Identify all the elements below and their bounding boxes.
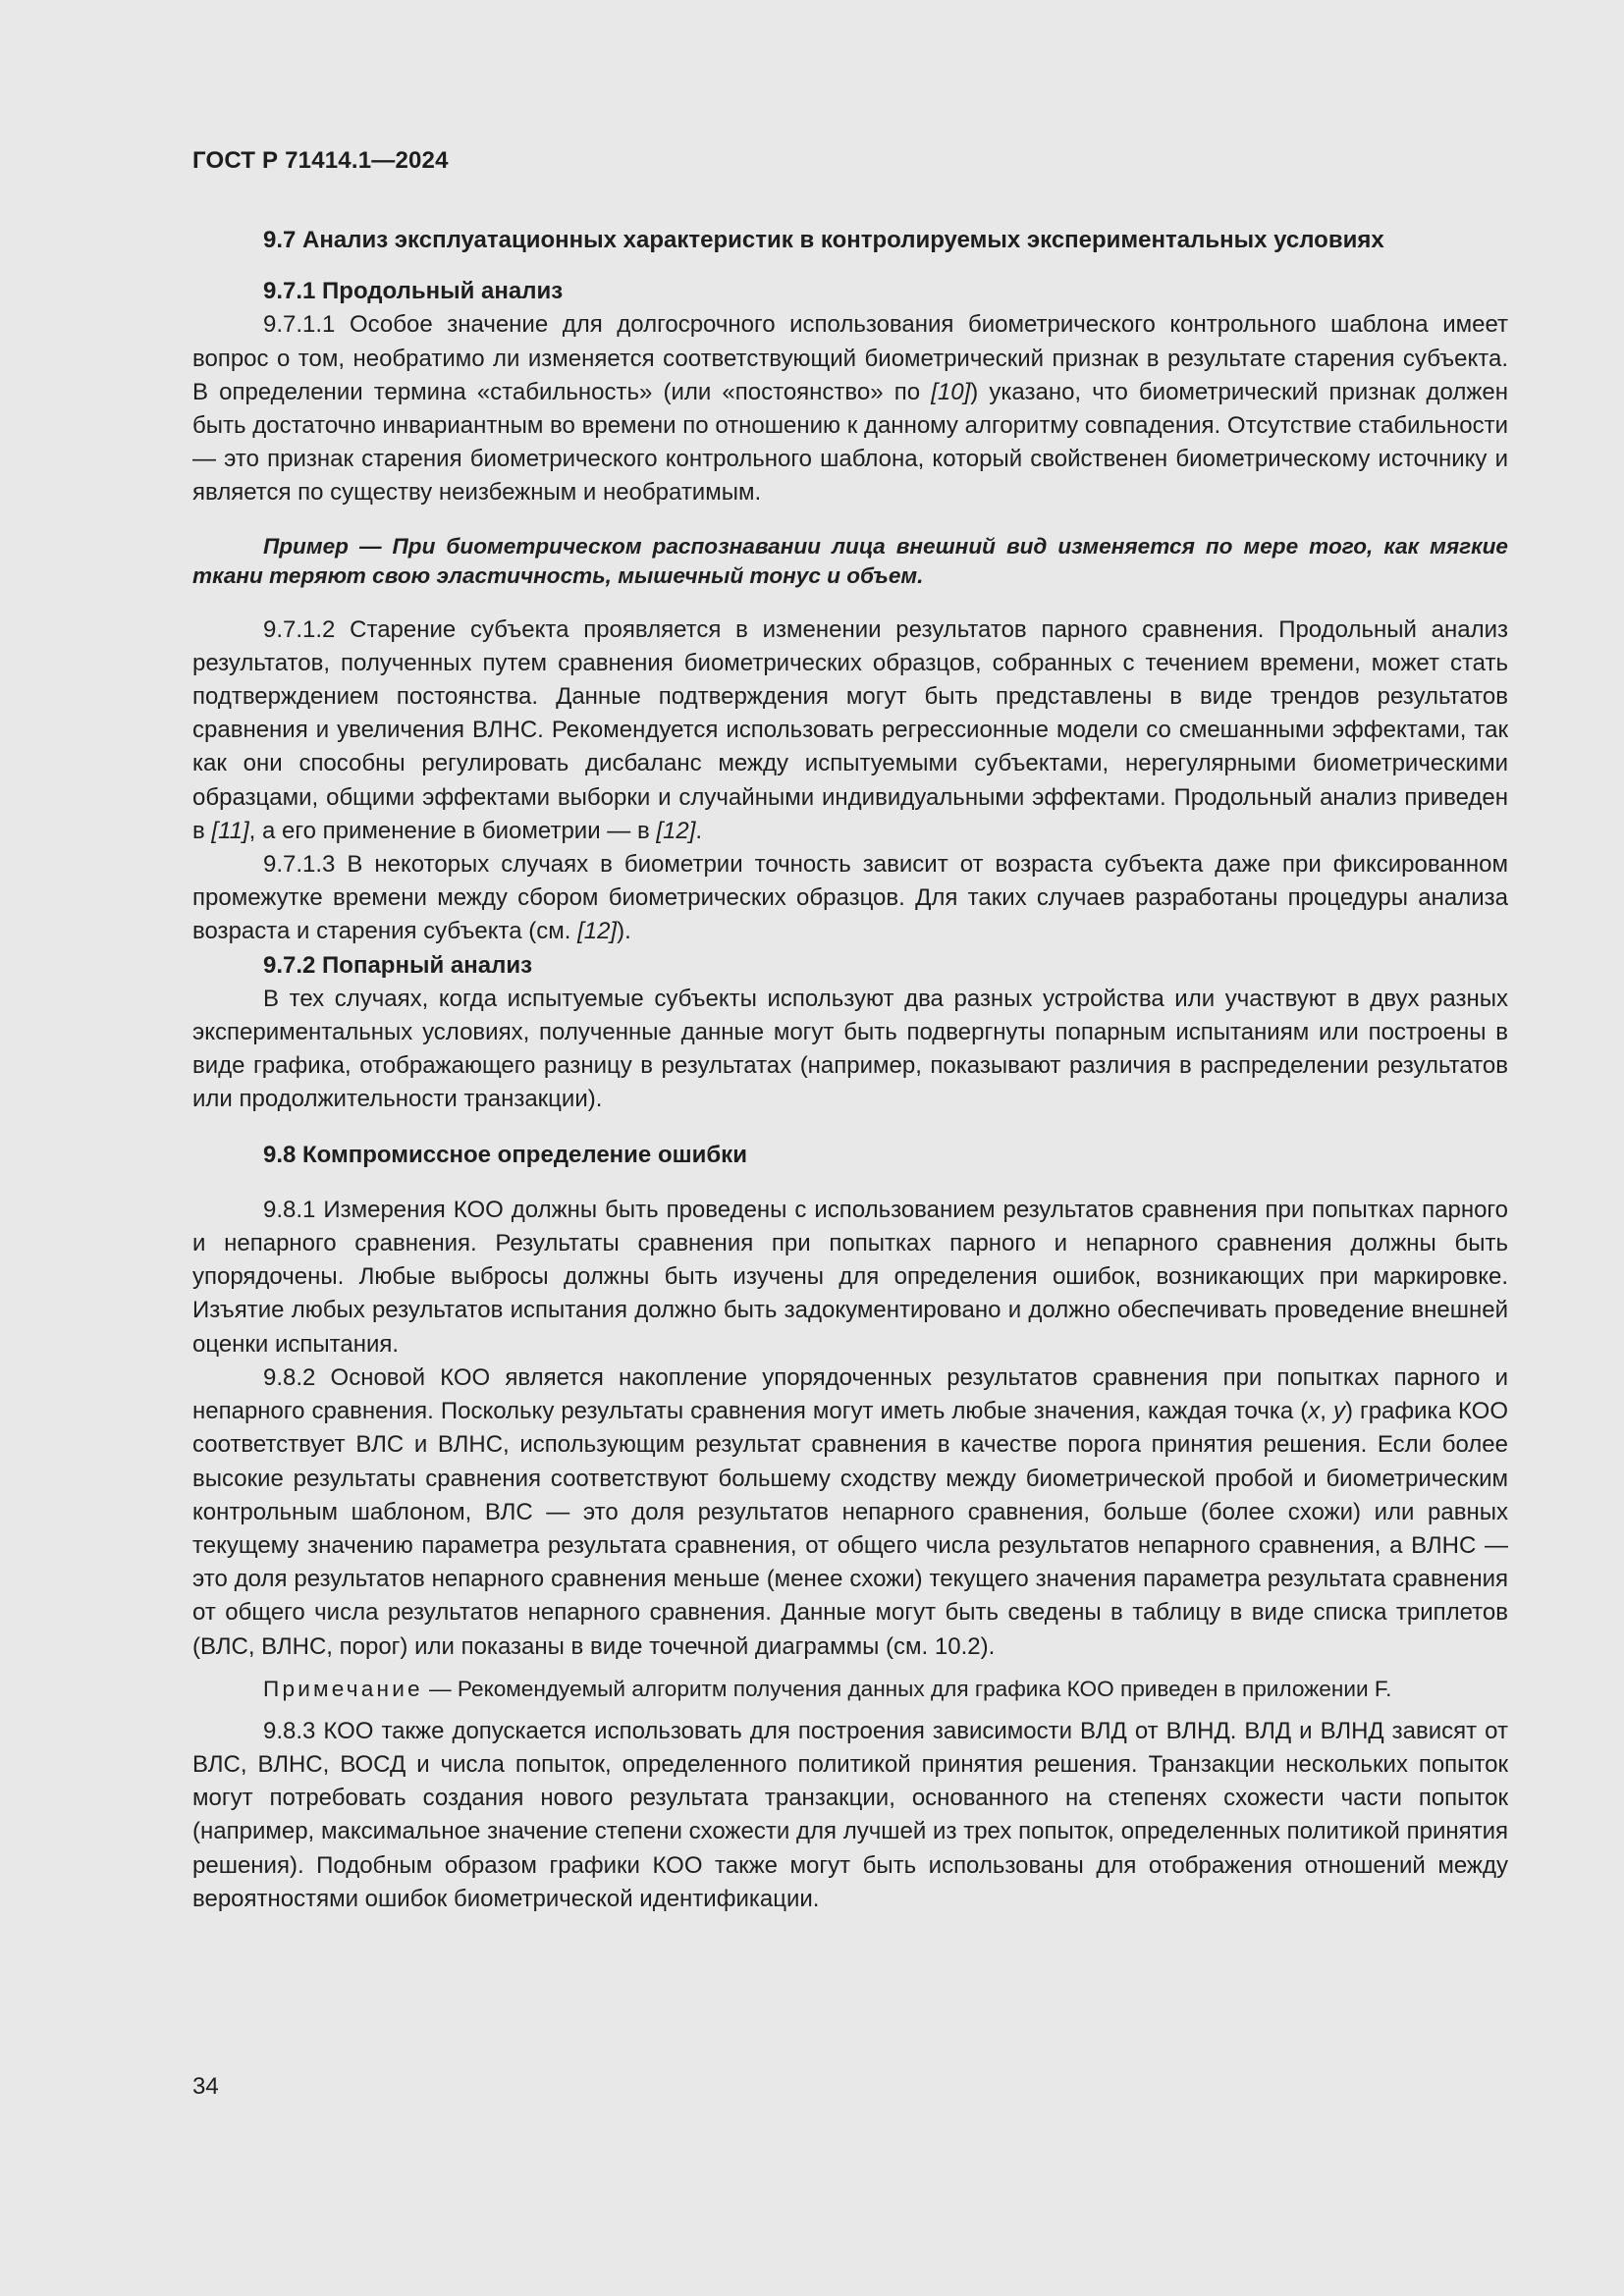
document-page bbox=[192, 0, 1508, 2296]
example-text: Пример — При биометрическом распознавании лица внешний вид изменяется по мере того, как мягкие ткани теряют свою эластичность, мышечный тонус и объем. bbox=[192, 533, 1508, 589]
paragraph-9-7-1-2: 9.7.1.2 Старение субъекта проявляется в изменении результатов парного сравнения. Продольный анализ результатов, полученных путем сравнения биометрических образцов, собранных с течением времени, может стать подтверждением постоянства. Данные подтверждения могут быть представлены в виде трендов результатов сравнения и увеличения ВЛНС. Рекомендуется использовать регрессионные модели со смешанными эффектами, так как они способны регулировать дисбаланс между испытуемыми субъектами, нерегулярными биометрическими образцами, общими эффектами выборки и случайными индивидуальными эффектами. Продольный анализ приведен в [11], а его применение в биометрии — в [12]. bbox=[192, 615, 1508, 844]
paragraph-9-7-2: В тех случаях, когда испытуемые субъекты используют два разных устройства или участвуют в двух разных экспериментальных условиях, полученные данные могут быть подвергнуты попарным испытаниям или построены в виде графика, отображающего разницу в результатах (например, показывают различия в распределении результатов или продолжительности транзакции). bbox=[192, 985, 1508, 1113]
paragraph-9-7-1-1: 9.7.1.1 Особое значение для долгосрочного использования биометрического контрольного шаблона имеет вопрос о том, необратимо ли изменяется соответствующий биометрический признак в результате старения субъекта. В определении термина «стабильность» (или «постоянство» по [10]) указано, что биометрический признак должен быть достаточно инвариантным во времени по отношению к данному алгоритму совпадения. Отсутствие стабильности — это признак старения биометрического контрольного шаблона, который свойственен биометрическому источнику и является по существу неизбежным и необратимым. bbox=[192, 311, 1508, 507]
reference-11: [11] bbox=[211, 817, 249, 844]
note-text: Примечание — Рекомендуемый алгоритм получения данных для графика КОО приведен в приложении F. bbox=[263, 1676, 1392, 1701]
paragraph-9-8-3: 9.8.3 КОО также допускается использовать для построения зависимости ВЛД от ВЛНД. ВЛД и ВЛНД зависят от ВЛС, ВЛНС, ВОСД и числа попыток, определенного политикой принятия решения. Транзакции нескольких попыток могут потребовать создания нового результата транзакции, основанного на степенях схожести части попыток (например, максимальное значение степени схожести для лучшей из трех попыток, определенных политикой принятия решения). Подобным образом графики КОО также могут быть использованы для отображения отношений между вероятностями ошибок биометрической идентификации. bbox=[192, 1717, 1508, 1912]
paragraph-9-7-1-3: 9.7.1.3 В некоторых случаях в биометрии точность зависит от возраста субъекта даже при фиксированном промежутке времени между сбором биометрических образцов. Для таких случаев разработаны процедуры анализа возраста и старения субъекта (см. [12]). bbox=[192, 851, 1508, 945]
document-body bbox=[192, 224, 1508, 1916]
reference-12-second: [12] bbox=[577, 918, 618, 945]
document-standard-id: ГОСТ Р 71414.1—2024 bbox=[192, 147, 449, 174]
reference-12: [12] bbox=[656, 817, 696, 844]
note-label: Примечание bbox=[263, 1676, 423, 1701]
paragraph-9-8-1: 9.8.1 Измерения КОО должны быть проведены с использованием результатов сравнения при попытках парного и непарного сравнения. Результаты сравнения при попытках парного и непарного сравнения должны быть упорядочены. Любые выбросы должны быть изучены для определения ошибок, возникающих при маркировке. Изъятие любых результатов испытания должно быть задокументировано и должно обеспечивать проведение внешней оценки испытания. bbox=[192, 1196, 1508, 1358]
section-heading-9-7-1: 9.7.1 Продольный анализ bbox=[263, 278, 564, 305]
section-heading-9-8: 9.8 Компромиссное определение ошибки bbox=[263, 1141, 747, 1168]
page-number: 34 bbox=[192, 2073, 219, 2100]
reference-10: [10] bbox=[931, 378, 971, 405]
section-heading-9-7: 9.7 Анализ эксплуатационных характеристик в контролируемых экспериментальных условиях bbox=[263, 227, 1384, 253]
section-heading-9-7-2: 9.7.2 Попарный анализ bbox=[263, 951, 532, 979]
paragraph-9-8-2: 9.8.2 Основой КОО является накопление упорядоченных результатов сравнения при попытках парного и непарного сравнения. Поскольку результаты сравнения могут иметь любые значения, каждая точка (x, y) графика КОО соответствует ВЛС и ВЛНС, использующим результат сравнения в качестве порога принятия решения. Если более высокие результаты сравнения соответствуют большему сходству между биометрической пробой и биометрическим контрольным шаблоном, ВЛС — это доля результатов непарного сравнения, больше (более схожи) или равных текущему значению параметра результата сравнения, от общего числа результатов непарного сравнения, а ВЛНС — это доля результатов непарного сравнения меньше (менее схожи) текущего значения параметра результата сравнения от общего числа результатов непарного сравнения. Данные могут быть сведены в таблицу в виде списка триплетов (ВЛС, ВЛНС, порог) или показаны в виде точечной диаграммы (см. 10.2). bbox=[192, 1363, 1508, 1660]
